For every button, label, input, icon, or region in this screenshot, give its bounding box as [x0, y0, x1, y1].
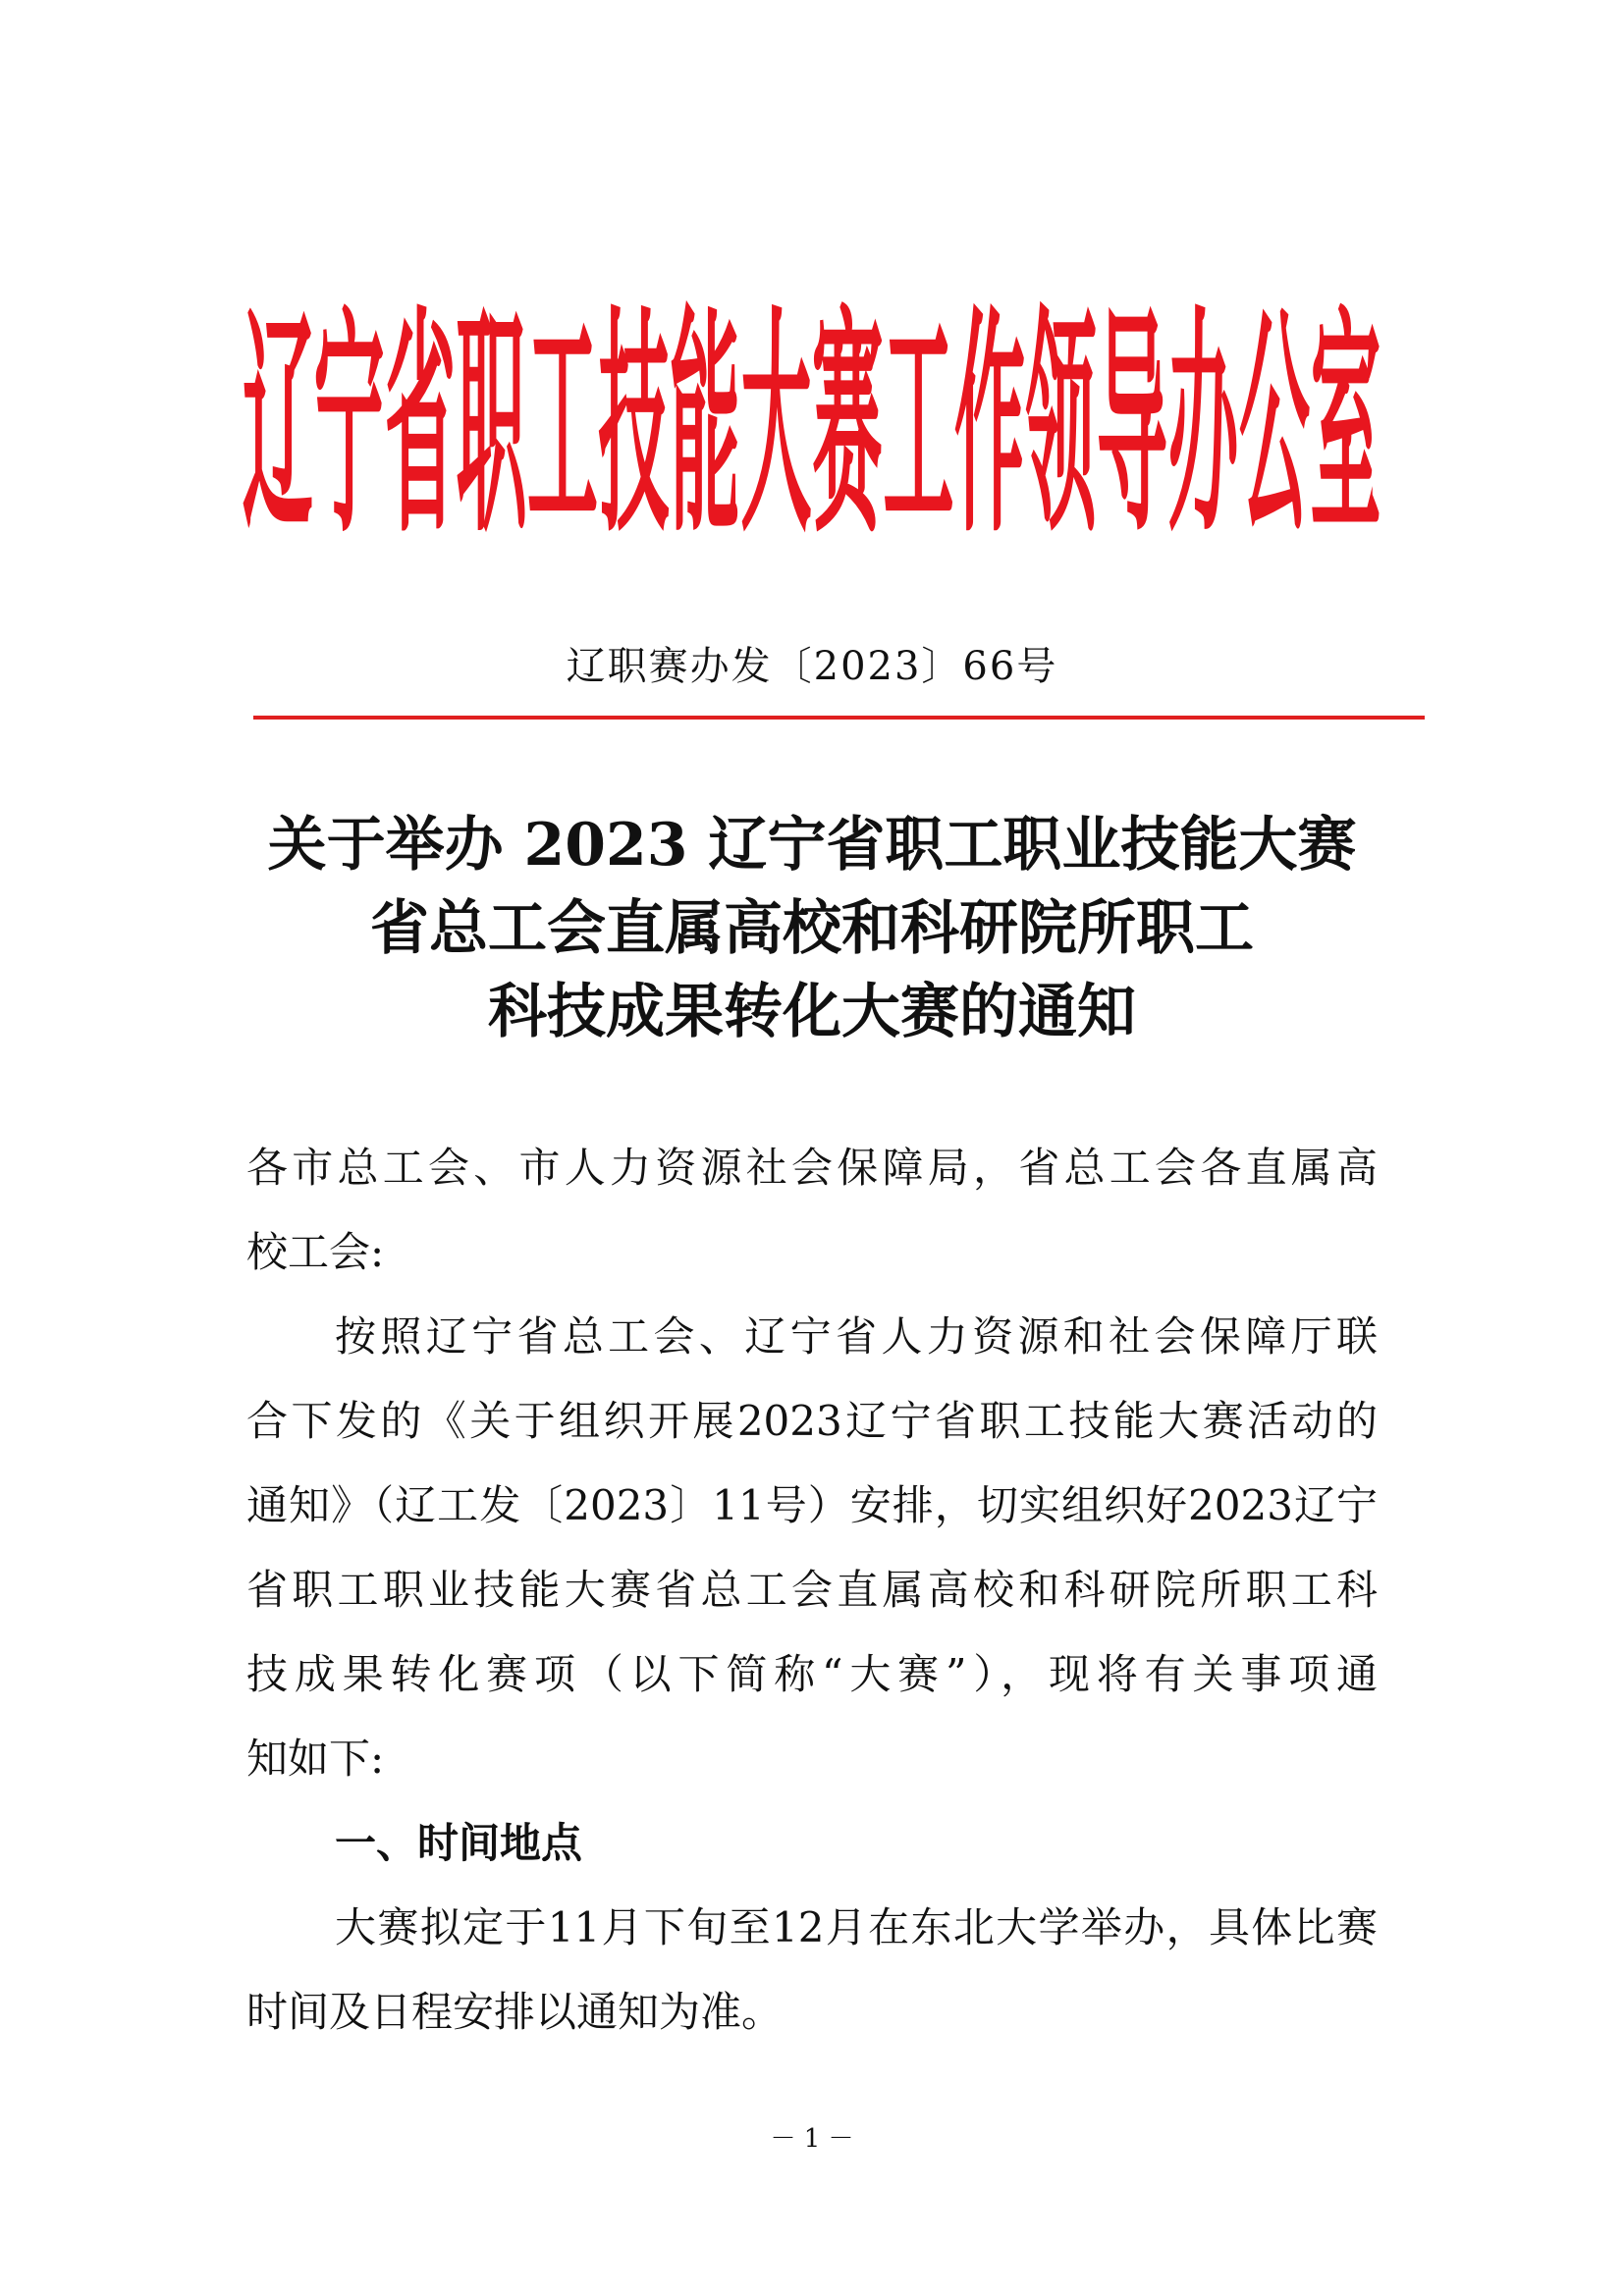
title-line: 省总工会直属高校和科研院所职工	[370, 894, 1254, 963]
header-divider-line	[253, 716, 1425, 720]
paragraph-line: 大赛拟定于11月下旬至12月在东北大学举办，具体比赛	[335, 1903, 1378, 1951]
salutation-line: 校工会:	[246, 1228, 385, 1276]
paragraph-line: 按照辽宁省总工会、辽宁省人力资源和社会保障厅联	[335, 1312, 1378, 1361]
section-heading: 一、时间地点	[335, 1819, 583, 1867]
paragraph-line: 时间及日程安排以通知为准。	[246, 1988, 784, 2036]
paragraph-line: 省职工职业技能大赛省总工会直属高校和科研院所职工科	[246, 1566, 1378, 1614]
paragraph-line: 技成果转化赛项（以下简称“大赛”），现将有关事项通	[246, 1650, 1378, 1698]
paragraph	[246, 1295, 1378, 1801]
issuing-office-header: 辽宁省职工技能大赛工作领导办公室	[242, 286, 1381, 564]
document-title	[0, 804, 1624, 1054]
title-line: 关于举办 2023 辽宁省职工职业技能大赛	[267, 811, 1357, 880]
paragraph-line: 合下发的《关于组织开展2023辽宁省职工技能大赛活动的	[246, 1397, 1378, 1445]
paragraph-line: 通知》（辽工发〔2023〕11号）安排，切实组织好2023辽宁	[246, 1481, 1378, 1529]
section	[246, 1801, 1378, 2055]
salutation	[246, 1126, 1378, 1295]
page-number: － 1 －	[770, 2124, 854, 2154]
title-line: 科技成果转化大赛的通知	[488, 978, 1136, 1046]
paragraph-line: 知如下:	[246, 1735, 385, 1783]
salutation-line: 各市总工会、市人力资源社会保障局，省总工会各直属高	[246, 1144, 1378, 1192]
document-body	[246, 1126, 1378, 2055]
document-number: 辽职赛办发〔2023〕66号	[566, 644, 1058, 689]
